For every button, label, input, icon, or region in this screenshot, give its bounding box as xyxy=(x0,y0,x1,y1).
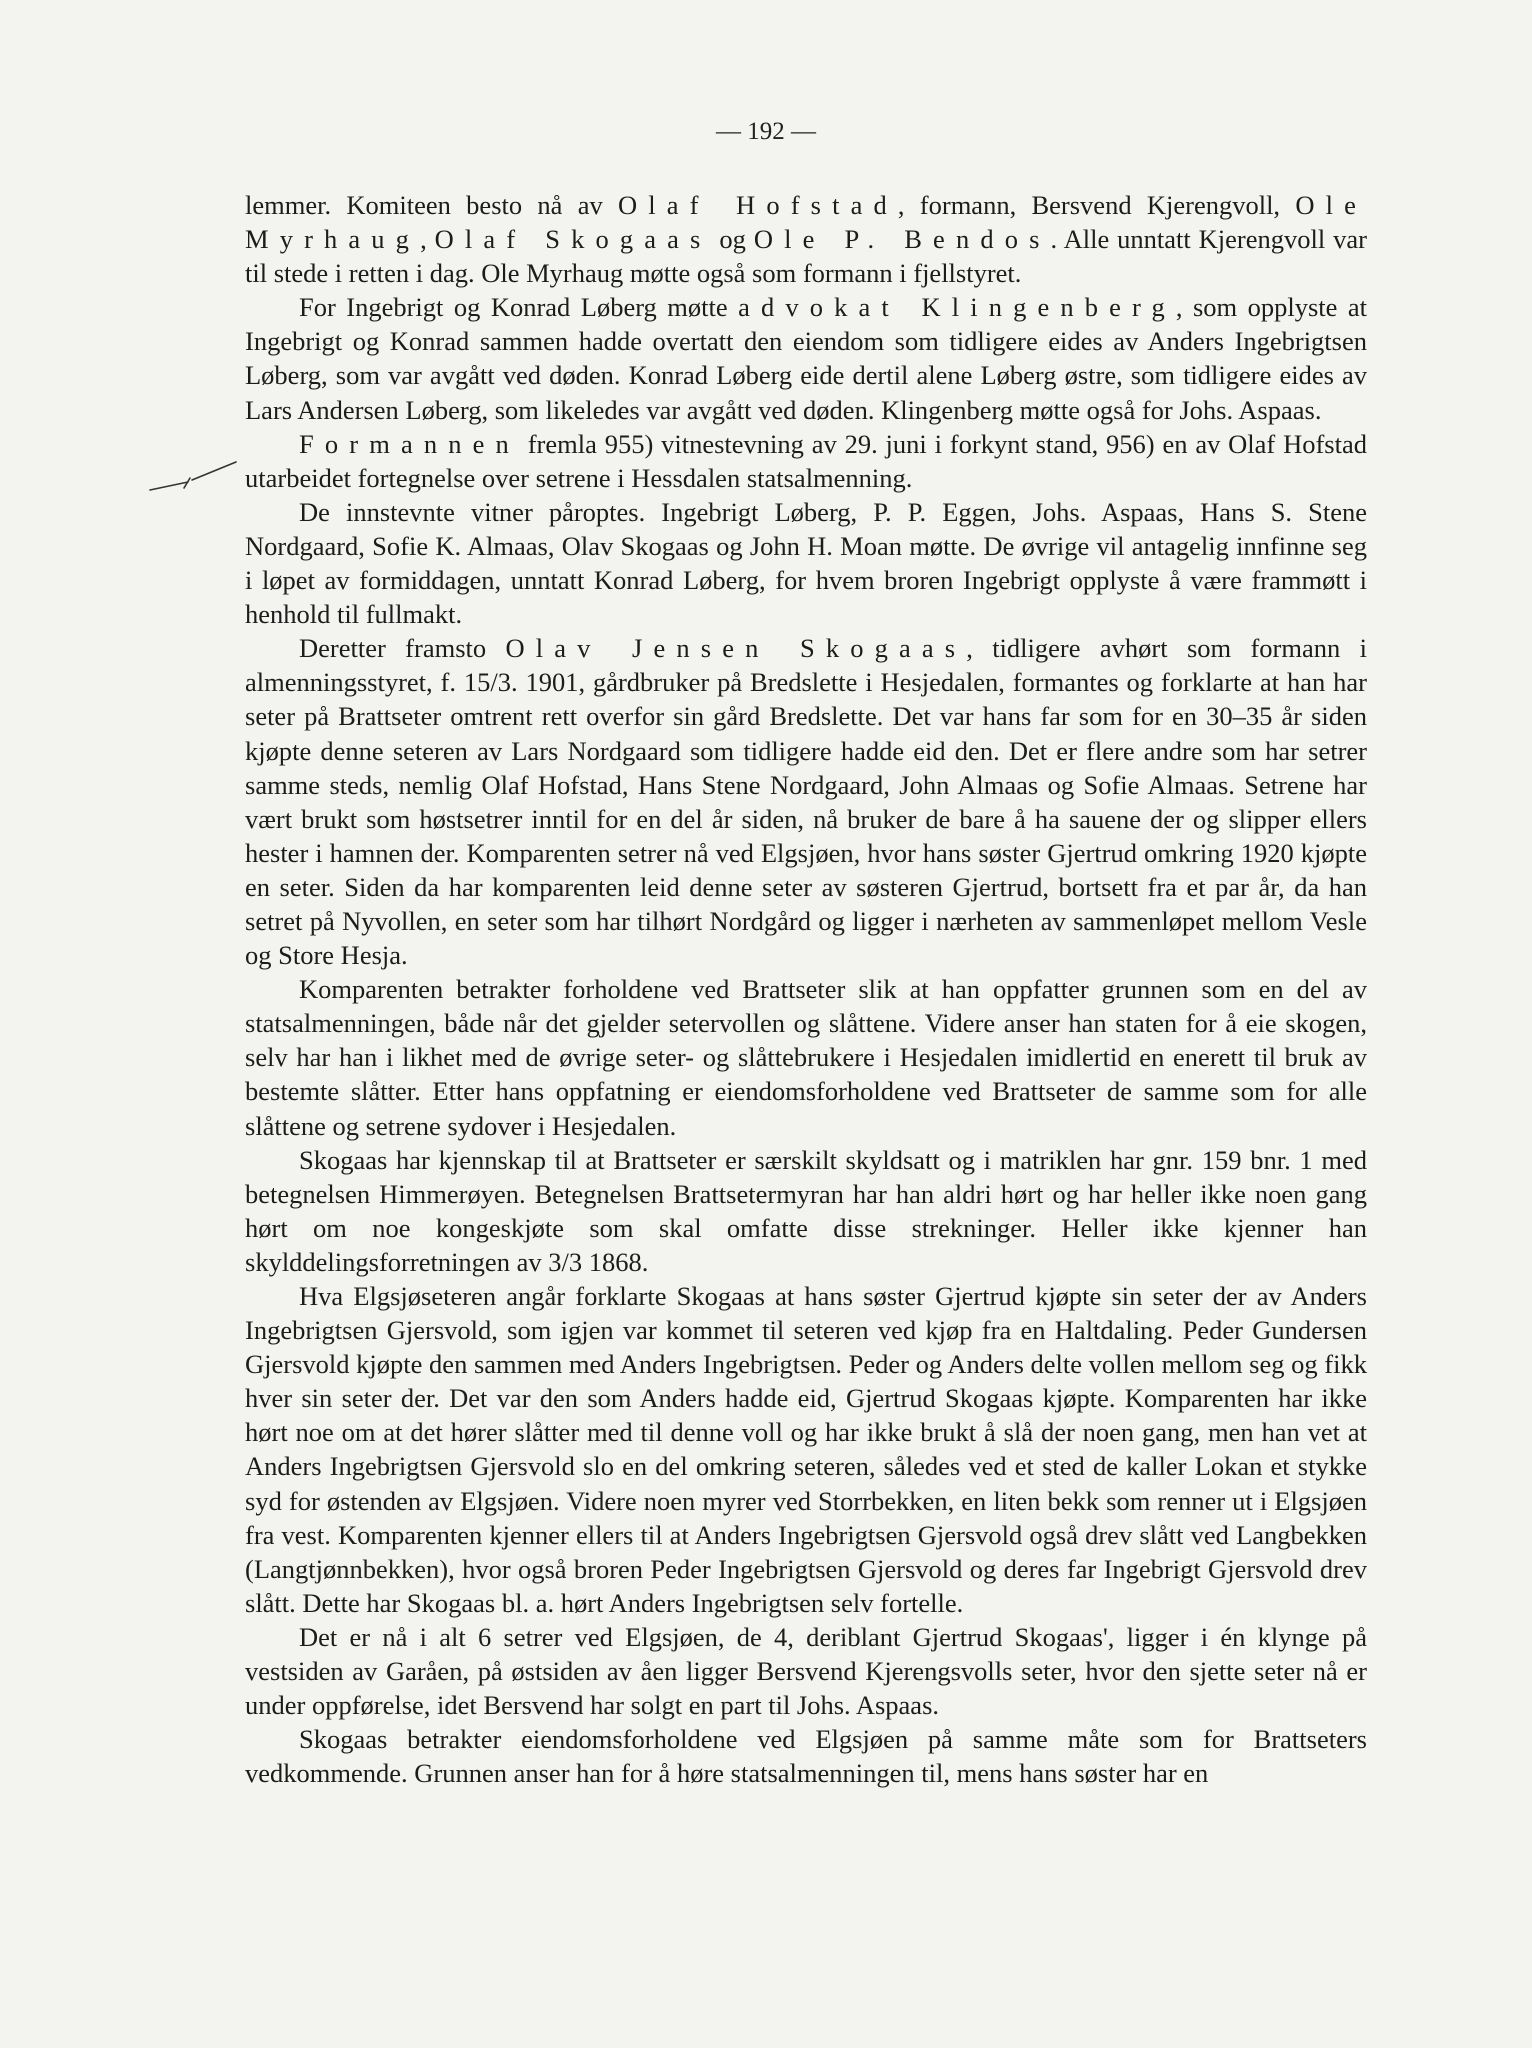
spaced-name: Olav Jensen Skogaas xyxy=(505,633,967,664)
spaced-name: Formannen xyxy=(299,428,520,459)
paragraph xyxy=(245,427,1367,495)
text-run: , formann, Bersvend Kjerengvoll, xyxy=(897,190,1296,220)
text-run: Komparenten betrakter forholdene ved Brattseter slik at han oppfatter grunnen som en del av statsalmenningen, både når det gjelder setervollen og slåttene. Videre anser han staten for å eie skogen, selv har han i likhet med de øvrige seter- og slåttebrukere i Hesjedalen imidlertid en enerett til bruk av bestemte slåtter. Etter hans oppfatning er eiendomsforholdene ved Brattseter de samme som for alle slåttene og setrene sydover i Hesjedalen. xyxy=(245,974,1367,1141)
paragraph xyxy=(245,1620,1367,1722)
text-run: Det er nå i alt 6 setrer ved Elgsjøen, de 4, deriblant Gjertrud Skogaas', ligger i én klynge på vestsiden av Garåen, på østsiden av åen ligger Bersvend Kjerengsvolls seter, hvor den sjette seter nå er under oppførelse, idet Bersvend har solgt en part til Johs. Aspaas. xyxy=(245,1621,1367,1721)
spaced-name: Ole P. Bendos xyxy=(753,224,1051,255)
paragraph xyxy=(245,495,1367,631)
text-run: Hva Elgsjøseteren angår forklarte Skogaas at hans søster Gjertrud kjøpte sin seter der av Anders Ingebrigtsen Gjersvold, som igjen var kommet til seteren ved kjøp fra en Haltdaling. Peder Gundersen Gjersvold kjøpte den sammen med Anders Ingebrigtsen. Peder og Anders delte vollen mellom seg og fikk hver sin seter der. Det var den som Anders hadde eid, Gjertrud Skogaas kjøpte. Komparenten har ikke hørt noe om at det hører slåtter med til denne voll og har ikke brukt å slå der noen gang, men han vet at Anders Ingebrigtsen Gjersvold slo en del omkring seteren, således ved et sted de kaller Lokan et stykke syd for østenden av Elgsjøen. Videre noen myrer ved Storrbekken, en liten bekk som renner ut i Elgsjøen fra vest. Komparenten kjenner ellers til at Anders Ingebrigtsen Gjersvold også drev slått ved Langbekken (Langtjønnbekken), hvor også broren Peder Ingebrigtsen Gjersvold og deres far Ingebrigt Gjersvold drev slått. Dette har Skogaas bl. a. hørt Anders Ingebrigtsen selv fortelle. xyxy=(245,1281,1367,1618)
text-run: Deretter framsto xyxy=(299,633,506,664)
text-run: , tidligere avhørt som formann i almenningsstyret, f. 15/3. 1901, gårdbruker på Bredslette i Hesjedalen, formantes og forklarte at han har seter på Brattseter omtrent rett overfor sin gård Bredslette. Det var hans far som for en 30–35 år siden kjøpte denne seteren av Lars Nordgaard som tidligere hadde eid den. Det er flere andre som har setrer samme steds, nemlig Olaf Hofstad, Hans Stene Nordgaard, John Almaas og Sofie Almaas. Setrene har vært brukt som høstsetrer inntil for en del år siden, nå bruker de bare å ha sauene der og slipper ellers hester i hamnen der. Komparenten setrer nå ved Elgsjøen, hvor hans søster Gjertrud omkring 1920 kjøpte en seter. Siden da har komparenten leid denne seter av søsteren Gjertrud, bortsett fra et par år, da han setret på Nyvollen, en seter som har tilhørt Nordgård og ligger i nærheten av sammenløpet mellom Vesle og Store Hesja. xyxy=(245,633,1367,971)
spaced-name: Ole Myrhaug xyxy=(245,190,1368,255)
margin-annotation-mark xyxy=(148,458,238,498)
page-number: — 192 — xyxy=(716,118,816,145)
text-run: Skogaas har kjennskap til at Brattseter er særskilt skyldsatt og i matriklen har gnr. 159 bnr. 1 med betegnelsen Himmerøyen. Betegnelsen Brattsetermyran har han aldri hørt og har heller ikke noen gang hørt om noe kongeskjøte som skal omfatte disse strekninger. Heller ikke kjenner han skylddelingsforretningen av 3/3 1868. xyxy=(245,1144,1367,1277)
text-run: For Ingebrigt og Konrad Løberg møtte xyxy=(299,292,739,323)
spaced-name: advokat Klingenberg xyxy=(738,292,1176,323)
text-run: lemmer. Komiteen besto nå av xyxy=(245,190,619,220)
text-run: , som opplyste at Ingebrigt og Konrad sammen hadde overtatt den eiendom som tidligere eides av Anders Ingebrigtsen Løberg, som var avgått ved døden. Konrad Løberg eide dertil alene Løberg østre, som tidligere eides av Lars Andersen Løberg, som likeledes var avgått ved døden. Klingenberg møtte også for Johs. Aspaas. xyxy=(245,292,1367,425)
paragraph xyxy=(245,290,1367,426)
text-run: , xyxy=(420,224,435,255)
spaced-name: Olaf Skogaas xyxy=(434,224,712,255)
text-run: fremla 955) vitnestevning av 29. juni i forkynt stand, 956) en av Olaf Hofstad utarbeidet fortegnelse over setrene i Hessdalen statsalmenning. xyxy=(245,428,1367,493)
paragraph xyxy=(245,972,1367,1142)
text-run: . Alle unntatt Kjerengvoll var til stede i retten i dag. Ole Myrhaug møtte også som formann i fjellstyret. xyxy=(245,224,1367,289)
text-run: De innstevnte vitner påroptes. Ingebrigt Løberg, P. P. Eggen, Johs. Aspaas, Hans S. Stene Nordgaard, Sofie K. Almaas, Olav Skogaas og John H. Moan møtte. De øvrige vil antagelig innfinne seg i løpet av formiddagen, unntatt Konrad Løberg, for hvem broren Ingebrigt opplyste å være frammøtt i henhold til fullmakt. xyxy=(245,496,1367,630)
body-text xyxy=(245,188,1367,1790)
text-run: og xyxy=(711,224,754,255)
paragraph xyxy=(245,1279,1367,1620)
spaced-name: Olaf Hofstad xyxy=(618,190,898,220)
paragraph xyxy=(245,1722,1367,1790)
paragraph xyxy=(245,188,1367,290)
text-run: Skogaas betrakter eiendomsforholdene ved Elgsjøen på samme måte som for Brattseters vedkommende. Grunnen anser han for å høre statsalmenningen til, mens hans søster har en xyxy=(245,1724,1367,1789)
paragraph xyxy=(245,1143,1367,1279)
paragraph xyxy=(245,631,1367,972)
